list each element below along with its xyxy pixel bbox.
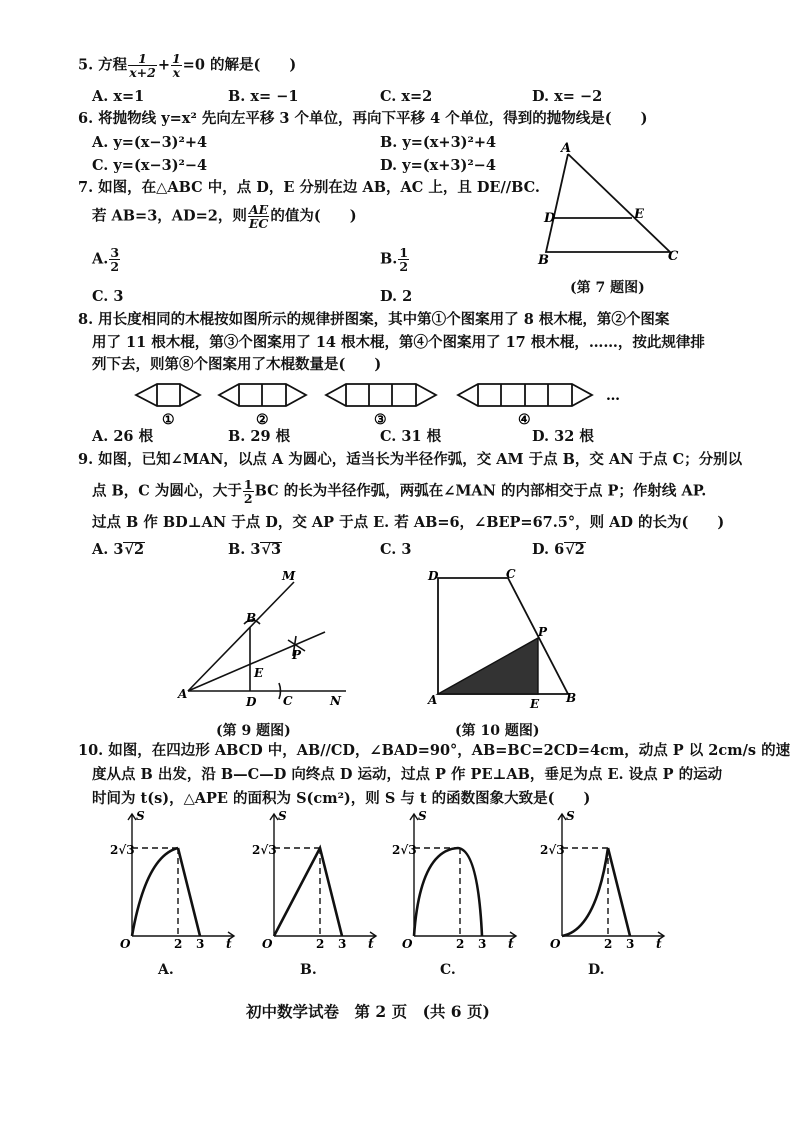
- svg-text:2: 2: [456, 937, 465, 951]
- q10-graph-a-curve: [132, 848, 178, 936]
- svg-text:2√3: 2√3: [252, 843, 277, 857]
- q9-stem-line1: 9. 如图，已知∠MAN，以点 A 为圆心，适当长为半径作弧，交 AM 于点 B，交 AN 于点 C；分别以: [78, 451, 743, 468]
- svg-text:t: t: [226, 937, 232, 951]
- q9-ray-am: [188, 582, 294, 691]
- q9-option-d: D. 6√2: [532, 541, 585, 558]
- svg-text:2: 2: [604, 937, 613, 951]
- q8-option-a: A. 26 根: [92, 428, 154, 445]
- q9-option-c: C. 3: [380, 541, 412, 558]
- q7-fraction: $\frac{AE}{EC}$: [248, 202, 269, 231]
- q6-option-a: A. y=(x−3)²+4: [92, 134, 208, 151]
- q9-label-a: A: [178, 687, 188, 701]
- q9-option-b: B. 3√3: [228, 541, 282, 558]
- q10-graph-c-curve: [414, 848, 482, 936]
- q10-graph-d: [540, 808, 670, 958]
- q7-stem-line2: 若 AB=3，AD=2，则 $\frac{AE}{EC}$ 的值为( ): [92, 202, 357, 231]
- q10-stem-line3: 时间为 t(s)，△APE 的面积为 S(cm²)，则 S 与 t 的函数图象大致是( ): [92, 790, 591, 807]
- q7-label-c: C: [668, 249, 679, 264]
- q6-option-c: C. y=(x−3)²−4: [92, 157, 208, 174]
- q9-label-d: D: [246, 695, 257, 709]
- svg-text:3: 3: [196, 937, 205, 951]
- q6-stem: 6. 将抛物线 y=x² 先向左平移 3 个单位，再向下平移 4 个单位，得到的抛物线是( ): [78, 110, 648, 127]
- q7-label-e: E: [634, 207, 644, 222]
- q8-pattern-label-4: ④: [518, 412, 531, 428]
- q8-option-b: B. 29 根: [228, 428, 291, 445]
- q6-option-d: D. y=(x+3)²−4: [380, 157, 496, 174]
- q8-option-c: C. 31 根: [380, 428, 442, 445]
- svg-text:O: O: [402, 937, 413, 951]
- svg-text:O: O: [262, 937, 273, 951]
- q5-option-c: C. x=2: [380, 88, 433, 105]
- svg-text:2: 2: [174, 937, 183, 951]
- q7-triangle-abc: [546, 154, 670, 252]
- svg-text:t: t: [508, 937, 514, 951]
- q9-ray-ap: [188, 632, 325, 691]
- q10-graph-d-curve: [562, 848, 608, 936]
- q10-stem-line1: 10. 如图，在四边形 ABCD 中，AB//CD，∠BAD=90°，AB=BC=2CD=4cm，动点 P 以 2cm/s 的速: [78, 742, 791, 759]
- q5-fraction-1: $\frac{1}{x+2}$: [129, 51, 156, 80]
- q5-option-d: D. x= −2: [532, 88, 603, 105]
- q9-stem-line2: 点 B，C 为圆心，大于 $\frac{1}{2}$ BC 的长为半径作弧，两弧在∠MAN 的内部相交于点 P；作射线 AP.: [92, 477, 707, 506]
- q8-ellipsis: …: [606, 388, 620, 404]
- q6-option-b: B. y=(x+3)²+4: [380, 134, 497, 151]
- q10-label-d: D: [428, 569, 439, 583]
- q9-label-n: N: [330, 694, 341, 708]
- q10-shaded-triangle-ape: [438, 638, 538, 694]
- q9-construction-figure: [170, 566, 370, 716]
- q10-graph-d-line: [608, 848, 630, 936]
- q7-label-b: B: [538, 253, 549, 268]
- q8-pattern-figure: [130, 378, 630, 428]
- svg-text:S: S: [418, 809, 427, 823]
- q9-label-p: P: [292, 648, 302, 662]
- svg-text:3: 3: [478, 937, 487, 951]
- q8-pattern-label-3: ③: [374, 412, 387, 428]
- q10-label-c: C: [506, 567, 516, 581]
- svg-text:2: 2: [316, 937, 325, 951]
- svg-text:S: S: [136, 809, 145, 823]
- q7-label-d: D: [544, 211, 556, 226]
- q8-pattern-label-2: ②: [256, 412, 269, 428]
- q10-graph-b: [252, 808, 382, 958]
- svg-text:S: S: [566, 809, 575, 823]
- q5-option-b: B. x= −1: [228, 88, 299, 105]
- q7-option-b: B. $\frac{1}{2}$: [380, 245, 409, 274]
- q10-graph-label-a: A.: [158, 962, 174, 978]
- q5-fraction-2: $\frac{1}{x}$: [171, 51, 181, 80]
- svg-text:O: O: [120, 937, 131, 951]
- q9-label-e: E: [254, 666, 264, 680]
- svg-text:t: t: [656, 937, 662, 951]
- svg-text:2√3: 2√3: [110, 843, 135, 857]
- q10-graph-b-curve: [274, 848, 342, 936]
- q10-figure-caption: (第 10 题图): [455, 723, 540, 739]
- q10-stem-line2: 度从点 B 出发，沿 B—C—D 向终点 D 运动，过点 P 作 PE⊥AB，垂足为点 E. 设点 P 的运动: [92, 766, 723, 783]
- q7-triangle-figure: [528, 140, 688, 300]
- q5-option-a: A. x=1: [92, 88, 145, 105]
- q8-stem-line3: 列下去，则第⑧个图案用了木棍数量是( ): [92, 356, 382, 373]
- q8-pattern-1: [136, 384, 200, 406]
- q7-option-a: A. $\frac{3}{2}$: [92, 245, 120, 274]
- q10-graph-a-line: [178, 848, 200, 936]
- q8-pattern-label-1: ①: [162, 412, 175, 428]
- svg-text:2√3: 2√3: [392, 843, 417, 857]
- svg-text:O: O: [550, 937, 561, 951]
- q10-label-p: P: [538, 625, 548, 639]
- q10-label-b: B: [566, 691, 577, 705]
- q10-graph-label-b: B.: [300, 962, 317, 978]
- q9-label-c: C: [283, 694, 293, 708]
- q10-label-a: A: [428, 693, 438, 707]
- q9-figure-caption: (第 9 题图): [216, 723, 291, 739]
- page-footer: 初中数学试卷 第 2 页 (共 6 页): [246, 1002, 490, 1021]
- q10-trapezoid-figure: [420, 566, 590, 716]
- q9-option-a: A. 3√2: [92, 541, 145, 558]
- q7-option-d: D. 2: [380, 288, 413, 305]
- q8-stem-line2: 用了 11 根木棍，第③个图案用了 14 根木棍，第④个图案用了 17 根木棍，……，按此规律排: [92, 334, 705, 351]
- q8-pattern-3: [326, 384, 436, 406]
- q8-stem-line1: 8. 用长度相同的木棍按如图所示的规律拼图案，其中第①个图案用了 8 根木棍，第②个图案: [78, 311, 670, 328]
- q9-stem-line3: 过点 B 作 BD⊥AN 于点 D，交 AP 于点 E. 若 AB=6，∠BEP=67.5°，则 AD 的长为( ): [92, 514, 725, 531]
- svg-text:3: 3: [338, 937, 347, 951]
- q10-label-e: E: [530, 697, 540, 711]
- q9-label-m: M: [282, 569, 296, 583]
- q9-label-b: B: [246, 611, 257, 625]
- q5-stem: 5. 方程 $\frac{1}{x+2}$ + $\frac{1}{x}$ =0 的解是( ): [78, 51, 297, 80]
- q7-option-c: C. 3: [92, 288, 124, 305]
- q7-stem-line1: 7. 如图，在△ABC 中，点 D，E 分别在边 AB，AC 上，且 DE//BC.: [78, 179, 540, 196]
- q8-option-d: D. 32 根: [532, 428, 594, 445]
- svg-text:t: t: [368, 937, 374, 951]
- q7-label-a: A: [561, 141, 572, 156]
- q10-graph-c: [392, 808, 522, 958]
- q10-graph-a: [110, 808, 240, 958]
- svg-text:S: S: [278, 809, 287, 823]
- svg-text:2√3: 2√3: [540, 843, 565, 857]
- q7-figure-caption: (第 7 题图): [570, 280, 645, 296]
- q10-graph-label-d: D.: [588, 962, 605, 978]
- svg-text:3: 3: [626, 937, 635, 951]
- q10-graph-label-c: C.: [440, 962, 456, 978]
